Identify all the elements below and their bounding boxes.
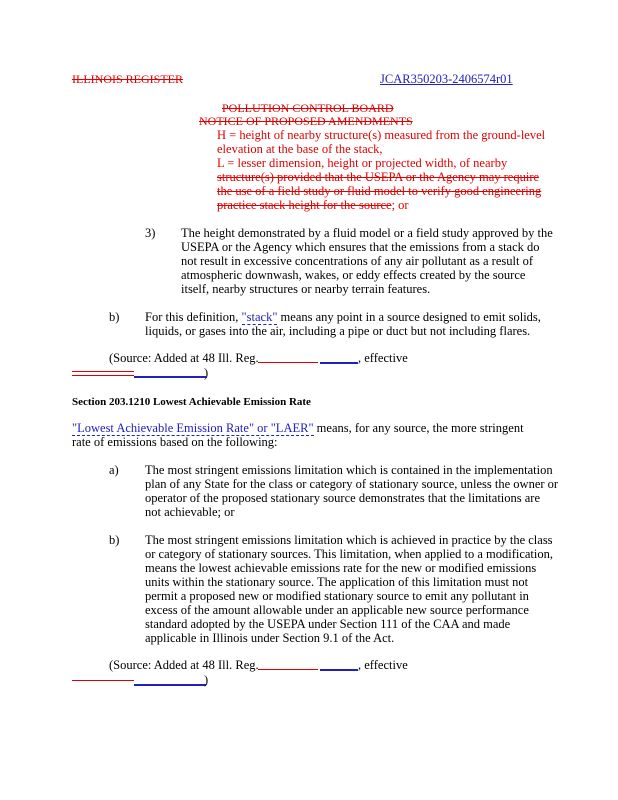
section-heading: Section 203.1210 Lowest Achievable Emission Rate: [72, 396, 311, 408]
effective-2-blank-inserted: [134, 684, 206, 686]
item-b-line1-post: means any point in a source designed to emit solids,: [277, 310, 541, 324]
item-a-line: The most stringent emissions limitation which is contained in the implementation: [145, 463, 553, 477]
effective-2-blank-deleted: [72, 680, 134, 681]
notice-title: NOTICE OF PROPOSED AMENDMENTS: [199, 114, 413, 128]
item-b-line2: liquids, or gases into the air, including a pipe or duct but not including flares.: [145, 324, 531, 338]
item-b-label: b): [109, 310, 120, 324]
item-3-label: 3): [145, 226, 156, 240]
item-a-label: a): [109, 463, 119, 477]
def-h-line1: H = height of nearby structure(s) measured from the ground-level: [217, 128, 546, 142]
source-note-text: (Source: Added at 48 Ill. Reg.: [109, 351, 259, 365]
effective-blank-inserted: [134, 376, 206, 378]
def-l-line3: the use of a field study or fluid model to verify good engineering: [217, 184, 542, 198]
item-3-line: USEPA or the Agency which ensures that the emissions from a stack do: [181, 240, 540, 254]
register-header: ILLINOIS REGISTER: [72, 72, 183, 86]
item-3-line: atmospheric downwash, wakes, or eddy effects created by the source: [181, 268, 526, 282]
item-b2-line: applicable in Illinois under Section 9.1 of the Act.: [145, 631, 395, 645]
item-b2-label: b): [109, 533, 120, 547]
item-b2-line: or category of stationary sources. This limitation, when applied to a modification,: [145, 547, 554, 561]
item-b2-line: excess of the amount allowable under an applicable new source performance: [145, 603, 529, 617]
source-note-2-blank-deleted: [258, 669, 318, 670]
item-b2-line: The most stringent emissions limitation which is achieved in practice by the class: [145, 533, 553, 547]
item-3-line: The height demonstrated by a fluid model or a field study approved by the: [181, 226, 553, 240]
item-b2-line: units within the stationary source. The application of this limitation must not: [145, 575, 529, 589]
item-3-line: not result in excessive concentrations of any air pollutant as a result of: [181, 254, 533, 268]
def-l-line1: L = lesser dimension, height or projected width, of nearby: [217, 156, 508, 170]
source-note-close: ): [204, 366, 209, 380]
item-b-line1-pre: For this definition,: [145, 310, 242, 324]
source-note-effective: , effective: [358, 351, 408, 365]
source-note-blank-inserted: [320, 362, 358, 364]
item-b2-line: means the lowest achievable emissions rate for the new or modified emissions: [145, 561, 537, 575]
item-b2-line: permit a proposed new or modified stationary source to emit any pollutant in: [145, 589, 529, 603]
jcar-document-id: JCAR350203-2406574r01: [380, 72, 513, 86]
item-a-line: plan of any State for the class or category of stationary source, unless the owner or: [145, 477, 559, 491]
stack-term: "stack": [241, 310, 278, 324]
item-a-line: not achievable; or: [145, 505, 235, 519]
source-note-blank-deleted: [258, 362, 318, 363]
laer-line1-post: means, for any source, the more stringent: [313, 421, 524, 435]
laer-line2: rate of emissions based on the following:: [72, 435, 278, 449]
effective-blank-deleted: [72, 375, 134, 376]
item-3-line: itself, nearby structures or nearby terrain features.: [181, 282, 431, 296]
laer-term: "Lowest Achievable Emission Rate" or "LAER": [72, 421, 314, 435]
laer-line1: [72, 421, 524, 435]
source-note-2-effective: , effective: [358, 658, 408, 672]
effective-blank-deleted: [72, 371, 134, 372]
source-note-text-2: (Source: Added at 48 Ill. Reg.: [109, 658, 259, 672]
board-title: POLLUTION CONTROL BOARD: [222, 101, 394, 115]
item-a-line: operator of the proposed stationary source demonstrates that the limitations are: [145, 491, 541, 505]
def-l-line4-deleted: practice stack height for the source: [217, 198, 392, 212]
item-b-line1: [145, 310, 541, 324]
def-h-line2: elevation at the base of the stack,: [217, 142, 383, 156]
source-note-2-blank-inserted: [320, 669, 358, 671]
source-note-2-close: ): [204, 673, 209, 687]
def-l-line4: [217, 198, 409, 212]
def-l-line4-tail: ; or: [391, 198, 409, 212]
def-l-line2: structure(s) provided that the USEPA or the Agency may require: [217, 170, 540, 184]
item-b2-line: standard adopted by the USEPA under Section 111 of the CAA and made: [145, 617, 511, 631]
